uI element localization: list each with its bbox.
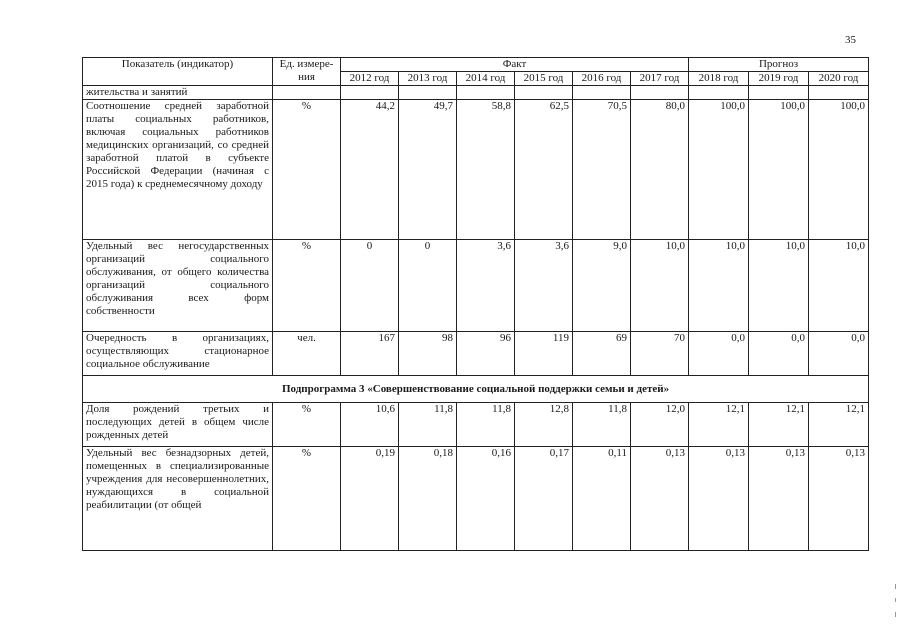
header-year: 2016 год <box>573 72 631 86</box>
scan-mark <box>895 612 896 617</box>
value-cell: 10,0 <box>631 240 689 332</box>
value-cell: 69 <box>573 332 631 376</box>
unit-cell: % <box>273 240 341 332</box>
value-cell: 100,0 <box>689 100 749 240</box>
indicator-cell: Соотношение средней заработной платы социальных работников, включая социальных работников медицинских организаций, со средней заработной платой в субъекте Российской Федерации (начиная с 2015 года) к среднемесячному доходу <box>83 100 273 240</box>
value-cell: 12,1 <box>689 403 749 447</box>
continuation-row <box>83 86 869 100</box>
value-cell: 62,5 <box>515 100 573 240</box>
table-row <box>83 240 869 332</box>
value-cell: 100,0 <box>749 100 809 240</box>
value-cell: 0,0 <box>689 332 749 376</box>
value-cell: 0,16 <box>457 447 515 551</box>
scan-mark <box>895 598 896 602</box>
value-cell: 0 <box>399 240 457 332</box>
indicator-cell: Очередность в организациях, осуществляющих стационарное социальное обслуживание <box>83 332 273 376</box>
header-year: 2013 год <box>399 72 457 86</box>
indicator-cell: Доля рождений третьих и последующих детей в общем числе рожденных детей <box>83 403 273 447</box>
value-cell: 10,0 <box>689 240 749 332</box>
value-cell: 0,17 <box>515 447 573 551</box>
value-cell: 0,11 <box>573 447 631 551</box>
value-cell: 10,0 <box>749 240 809 332</box>
value-cell: 0 <box>341 240 399 332</box>
header-year: 2018 год <box>689 72 749 86</box>
value-cell: 80,0 <box>631 100 689 240</box>
header-forecast: Прогноз <box>689 58 869 72</box>
value-cell: 10,0 <box>809 240 869 332</box>
subprogram-row <box>83 376 869 403</box>
value-cell: 44,2 <box>341 100 399 240</box>
header-indicator: Показатель (индикатор) <box>83 58 273 86</box>
indicator-cell: Удельный вес негосударственных организаций социального обслуживания, от общего количества организаций социального обслуживания всех форм собственности <box>83 240 273 332</box>
value-cell: 0,0 <box>749 332 809 376</box>
scan-mark <box>895 584 896 589</box>
header-year: 2015 год <box>515 72 573 86</box>
header-row-1 <box>83 58 869 72</box>
value-cell: 11,8 <box>457 403 515 447</box>
indicator-table <box>82 57 869 551</box>
value-cell: 12,1 <box>749 403 809 447</box>
value-cell: 3,6 <box>515 240 573 332</box>
value-cell: 119 <box>515 332 573 376</box>
page-number: 35 <box>845 34 856 46</box>
value-cell: 11,8 <box>399 403 457 447</box>
value-cell: 58,8 <box>457 100 515 240</box>
value-cell: 167 <box>341 332 399 376</box>
subprogram-title: Подпрограмма 3 «Совершенствование социальной поддержки семьи и детей» <box>83 376 869 403</box>
value-cell: 0,13 <box>809 447 869 551</box>
value-cell: 10,6 <box>341 403 399 447</box>
header-unit: Ед. измере-ния <box>273 58 341 86</box>
unit-cell: % <box>273 100 341 240</box>
value-cell: 0,19 <box>341 447 399 551</box>
header-year: 2012 год <box>341 72 399 86</box>
unit-cell: % <box>273 447 341 551</box>
table-row <box>83 100 869 240</box>
value-cell: 0,13 <box>689 447 749 551</box>
value-cell: 0,18 <box>399 447 457 551</box>
value-cell: 12,8 <box>515 403 573 447</box>
value-cell: 0,13 <box>631 447 689 551</box>
header-year: 2017 год <box>631 72 689 86</box>
value-cell: 70 <box>631 332 689 376</box>
value-cell: 12,0 <box>631 403 689 447</box>
indicator-cell: Удельный вес безнадзорных детей, помещенных в специализированные учреждения для несовершеннолетних, нуждающихся в социальной реабилитации (от общей <box>83 447 273 551</box>
header-year: 2019 год <box>749 72 809 86</box>
value-cell: 0,0 <box>809 332 869 376</box>
value-cell: 9,0 <box>573 240 631 332</box>
table-row <box>83 447 869 551</box>
table-row <box>83 403 869 447</box>
value-cell: 96 <box>457 332 515 376</box>
value-cell: 11,8 <box>573 403 631 447</box>
value-cell: 0,13 <box>749 447 809 551</box>
unit-cell: % <box>273 403 341 447</box>
header-year: 2020 год <box>809 72 869 86</box>
unit-cell: чел. <box>273 332 341 376</box>
value-cell: 3,6 <box>457 240 515 332</box>
header-year: 2014 год <box>457 72 515 86</box>
value-cell: 49,7 <box>399 100 457 240</box>
continuation-text: жительства и занятий <box>83 86 273 100</box>
value-cell: 100,0 <box>809 100 869 240</box>
table-row <box>83 332 869 376</box>
header-fact: Факт <box>341 58 689 72</box>
value-cell: 98 <box>399 332 457 376</box>
value-cell: 12,1 <box>809 403 869 447</box>
value-cell: 70,5 <box>573 100 631 240</box>
